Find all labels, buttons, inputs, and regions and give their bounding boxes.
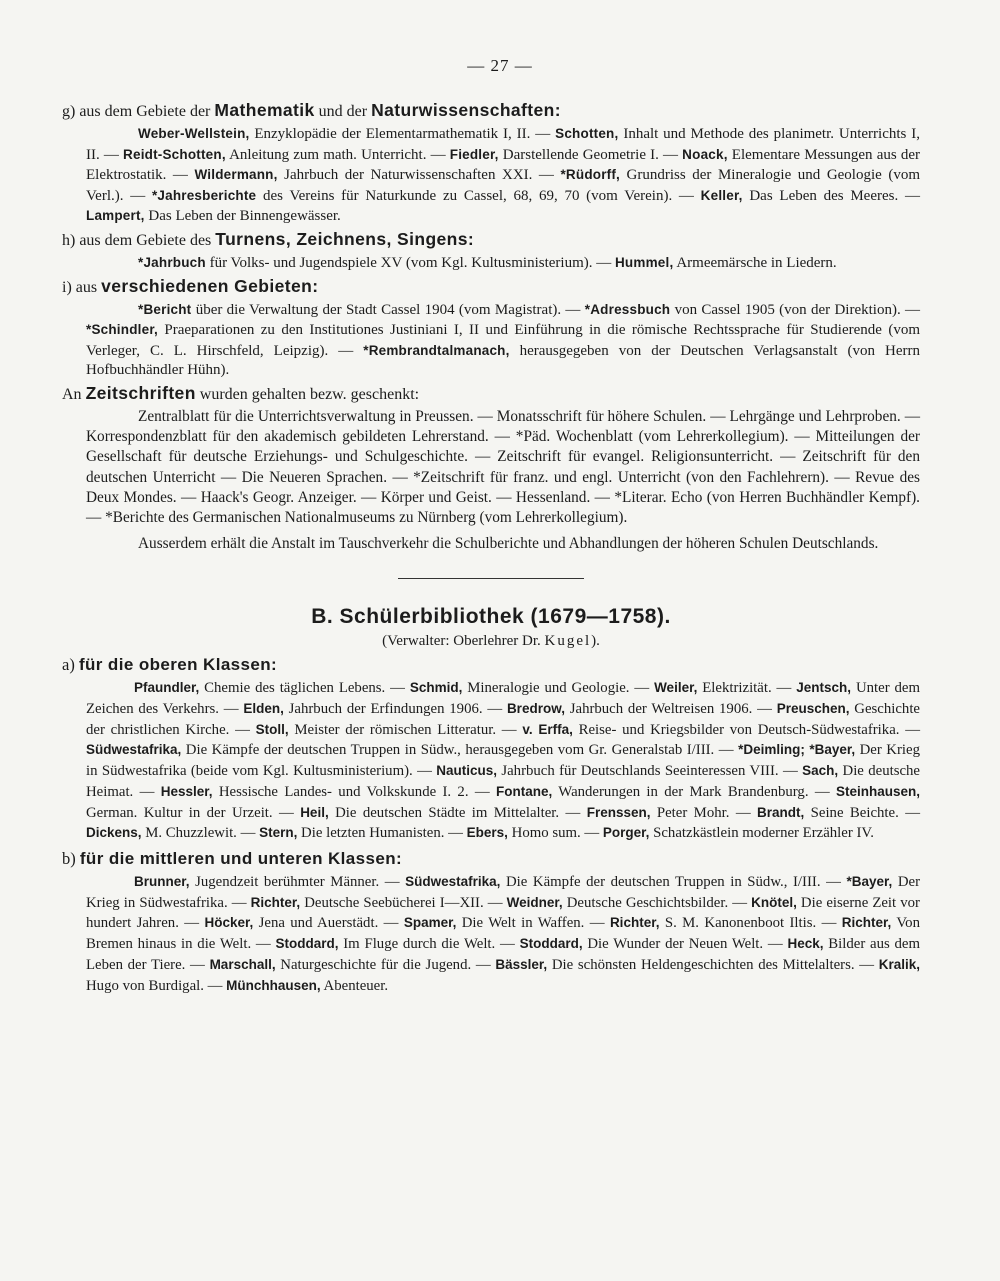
entry-text: Elektrizität. — (697, 680, 797, 697)
entry-text: Grundriss der Mineralogie und Geologie (vom Verl.). — (86, 167, 921, 204)
entry-name: Kralik, (878, 956, 921, 972)
entry-name: *Bayer, (809, 742, 856, 758)
entry-text: Darstellende Geometrie I. — (498, 146, 683, 163)
entry-name: *Bayer, (846, 873, 893, 889)
section-g-heading: g) aus dem Gebiete der Mathematik und der Naturwissenschaften: (62, 100, 561, 120)
entry-name: Südwestafrika, (86, 742, 182, 758)
entry-name: Brunner, (134, 873, 190, 889)
entry-name: Frenssen, (586, 804, 651, 820)
entry-name: Weidner, (506, 894, 563, 910)
entry-name: Elden, (243, 701, 284, 717)
schuelerbibliothek-title: B. Schülerbibliothek (1679—1758). (311, 605, 671, 629)
entry-name: *Adressbuch (584, 301, 671, 317)
entry-name: Heck, (787, 936, 824, 952)
entry-name: Heil, (300, 804, 329, 820)
entry-name: Schotten, (555, 126, 619, 141)
entry-text: Die Welt in Waffen. — (456, 915, 610, 932)
entry-text: Die schönsten Heldengeschichten des Mittelalters. — (547, 956, 879, 973)
mittlere-klassen-list (86, 872, 920, 996)
entry-name: Fontane, (495, 783, 553, 799)
section-h-heading: h) aus dem Gebiete des Turnens, Zeichnens, Singens: (62, 228, 475, 249)
entry-name: Knötel, (751, 894, 797, 910)
entry-text: German. Kultur in der Urzeit. — (86, 804, 301, 821)
entry-text: Unter dem Zeichen des Verkehrs. — (86, 680, 920, 718)
entry-name: Marschall, (209, 956, 276, 972)
section-g-list (86, 124, 920, 227)
entry-text: Jahrbuch der Erfindungen 1906. — (283, 701, 507, 718)
entry-name: Spamer, (403, 915, 457, 931)
entry-name: Südwestafrika, (405, 873, 501, 889)
ausserdem-note: Ausserdem erhält die Anstalt im Tauschverkehr die Schulberichte und Abhandlungen der höheren Schulen Deutschlands. (138, 535, 879, 553)
entry-name: Reidt-Schotten, (123, 146, 226, 162)
entry-name: *Deimling; (738, 742, 805, 758)
entry-text: Meister der römischen Litteratur. — (288, 721, 523, 738)
entry-text: Der Krieg in Südwestafrika (beide vom Kgl. Kultusministerium). — (86, 742, 920, 780)
entry-name: *Bericht (138, 301, 192, 317)
entry-text: M. Chuzzlewit. — (141, 825, 260, 842)
entry-name: *Schindler, (86, 322, 158, 338)
entry-text: Die letzten Humanisten. — (297, 825, 467, 842)
entry-text: Das Leben der Binnengewässer. (144, 208, 341, 225)
entry-text: des Vereins für Naturkunde zu Cassel, 68, 69, 70 (vom Verein). — (256, 187, 701, 204)
entry-name: Richter, (250, 894, 301, 910)
section-i-heading: i) aus verschiedenen Gebieten: (62, 275, 319, 296)
obere-klassen-heading: a) für die oberen Klassen: (62, 655, 278, 675)
entry-text: Deutsche Geschichtsbilder. — (562, 894, 752, 911)
obere-klassen-list (86, 678, 920, 844)
entry-name: Richter, (841, 915, 892, 931)
entry-name: Stoddard, (275, 936, 339, 952)
section-h-list (86, 253, 920, 274)
entry-name: Wildermann, (194, 167, 278, 183)
entry-name: v. Erffa, (522, 721, 573, 737)
entry-text: Hessische Landes- und Volkskunde I. 2. — (212, 783, 496, 800)
entry-name: Porger, (602, 825, 650, 841)
entry-text: Inhalt und Methode des planimetr. Unterrichts I, II. — (86, 126, 920, 163)
entry-name: Stern, (259, 825, 298, 841)
entry-name: Stoddard, (519, 936, 583, 952)
entry-name: Bässler, (495, 956, 548, 972)
entry-name: *Rüdorff, (560, 167, 621, 183)
entry-text: Jahrbuch der Weltreisen 1906. — (564, 701, 777, 718)
mittlere-klassen-heading: b) für die mittleren und unteren Klassen: (62, 848, 403, 868)
entry-text: Die Kämpfe der deutschen Truppen in Südw., I/III. — (500, 873, 847, 890)
entry-name: Ebers, (466, 825, 508, 841)
entry-text: Die eiserne Zeit vor hundert Jahren. — (86, 894, 920, 932)
entry-text: Deutsche Seebücherei I—XII. — (300, 894, 507, 911)
page-number: — 27 — (467, 56, 533, 75)
entry-text: für Volks- und Jugendspiele XV (vom Kgl. Kultusministerium). — (205, 254, 615, 271)
entry-name: Preuschen, (776, 701, 850, 717)
entry-name: *Jahrbuch (138, 254, 206, 270)
entry-name: Noack, (682, 146, 728, 162)
zeitschriften-body: Zentralblatt für die Unterrichtsverwaltung in Preussen. — Monatsschrift für höhere Schulen. — Lehrgänge und Lehrproben. — Korrespondenzblatt für den akademisch gebildeten Lehrerstand. — *Päd. Wochenblatt (vom Lehrerkollegium). — Mitteilungen der Gesellschaft für deutsche Erziehungs- und Schulgeschichte. — Zeitschrift für evangel. Religionsunterricht. — Zeitschrift für den deutschen Unterricht — Die Neueren Sprachen. — *Zeitschrift für franz. und engl. Unterricht (von den Fachlehrern). — Revue des Deux Mondes. — Haack's Geogr. Anzeiger. — Körper und Geist. — Hessenland. — *Literar. Echo (von Herren Buchhändler Kempf). — *Berichte des Germanischen Nationalmuseums zu Nürnberg (vom Lehrerkollegium). (86, 407, 920, 526)
entry-name: Dickens, (86, 825, 142, 841)
entry-text: Die Kämpfe der deutschen Truppen in Südw., herausgegeben vom Gr. Generalstab I/III. — (181, 742, 739, 759)
entry-text: Abenteuer. (320, 977, 389, 994)
entry-name: Hummel, (614, 254, 674, 270)
entry-text: Wanderungen in der Mark Brandenburg. — (552, 783, 836, 800)
entry-text: Schatzkästlein moderner Erzähler IV. (649, 825, 874, 842)
entry-name: Hessler, (160, 783, 213, 799)
entry-text: Armeemärsche in Liedern. (673, 254, 837, 271)
entry-name: Weiler, (654, 680, 698, 696)
entry-text: Seine Beichte. — (804, 804, 920, 821)
entry-text: Mineralogie und Geologie. — (462, 680, 655, 697)
entry-text: Von Bremen hinaus in die Welt. — (86, 915, 920, 953)
entry-name: Richter, (609, 915, 660, 931)
entry-text: Der Krieg in Südwestafrika. — (86, 873, 920, 911)
entry-name: *Rembrandtalmanach, (363, 342, 510, 358)
entry-text: Geschichte der christlichen Kirche. — (86, 701, 921, 738)
section-divider (398, 578, 584, 579)
entry-text: Praeparationen zu den Institutiones Justiniani I, II und Einführung in die römische Rechtssprache für Studierende (vom Verleger, C. L. Hirschfeld, Leipzig). — (86, 322, 920, 359)
entry-name: *Jahresberichte (151, 187, 257, 203)
entry-name: Jentsch, (796, 680, 852, 696)
section-i-list (86, 300, 920, 381)
entry-text: Die deutsche Heimat. — (86, 763, 921, 800)
entry-name: Pfaundler, (134, 680, 200, 696)
page-content (62, 100, 920, 1000)
entry-text: von Cassel 1905 (von der Direktion). — (670, 301, 921, 318)
entry-text: Jahrbuch der Naturwissenschaften XXI. — (277, 167, 561, 184)
entry-name: Steinhausen, (835, 783, 920, 799)
entry-name: Fiedler, (449, 146, 499, 162)
entry-name: Höcker, (204, 915, 254, 931)
entry-text: Das Leben des Meeres. — (742, 187, 920, 204)
entry-name: Schmid, (409, 680, 463, 696)
entry-text: Hugo von Burdigal. — (86, 977, 227, 994)
entry-text: Jena und Auerstädt. — (253, 915, 404, 932)
entry-text: Reise- und Kriegsbilder von Deutsch-Südwestafrika. — (572, 721, 920, 738)
entry-name: Brandt, (757, 804, 805, 820)
entry-text: herausgegeben von der Deutschen Verlagsanstalt (von Herrn Hofbuchhändler Hühn). (86, 342, 920, 379)
verwalter-line: (Verwalter: Oberlehrer Dr. Kugel). (382, 633, 600, 650)
entry-text: Die Wunder der Neuen Welt. — (582, 936, 788, 953)
zeitschriften-heading: An Zeitschriften wurden gehalten bezw. geschenkt: (62, 382, 420, 403)
entry-name: Sach, (802, 763, 839, 779)
entry-text: Die deutschen Städte im Mittelalter. — (328, 804, 587, 821)
entry-name: Münchhausen, (226, 977, 321, 993)
entry-text: Elementare Messungen aus der Elektrostatik. — (86, 146, 920, 184)
entry-text: Peter Mohr. — (650, 804, 758, 821)
entry-text: Jahrbuch für Deutschlands Seeinteressen VIII. — (497, 763, 803, 780)
entry-text: Bilder aus dem Leben der Tiere. — (86, 936, 920, 973)
entry-name: Lampert, (86, 208, 145, 224)
entry-text: Enzyklopädie der Elementarmathematik I, II. — (249, 126, 556, 142)
entry-text: Jugendzeit berühmter Männer. — (189, 873, 406, 890)
entry-text: Chemie des täglichen Lebens. — (199, 680, 410, 697)
entry-text: über die Verwaltung der Stadt Cassel 1904 (vom Magistrat). — (191, 301, 585, 318)
entry-text: Naturgeschichte für die Jugend. — (275, 956, 496, 973)
entry-name: Weber-Wellstein, (138, 126, 250, 141)
entry-name: Keller, (700, 187, 743, 203)
entry-text: Homo sum. — (507, 825, 603, 842)
entry-text: Anleitung zum math. Unterricht. — (225, 146, 450, 163)
entry-name: Nauticus, (436, 763, 497, 779)
entry-name: Bredrow, (506, 701, 565, 717)
entry-text: Im Fluge durch die Welt. — (338, 936, 520, 953)
entry-text: S. M. Kanonenboot Iltis. — (659, 915, 842, 932)
entry-name: Stoll, (255, 721, 289, 737)
